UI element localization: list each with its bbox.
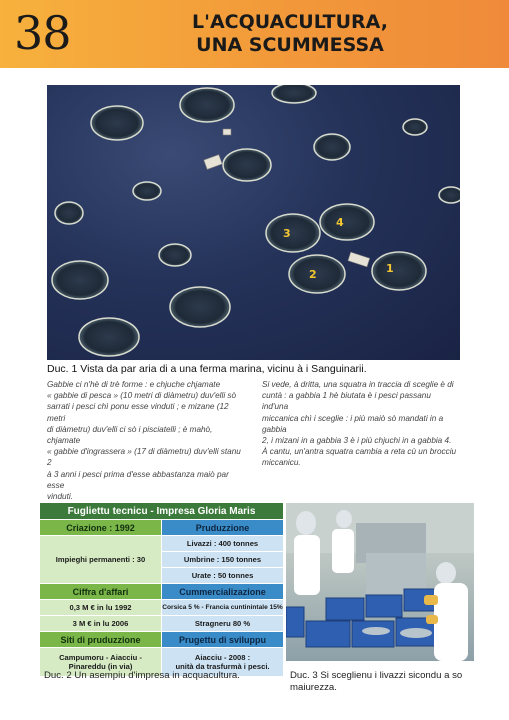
text-line: vinduti. (47, 492, 73, 502)
fish-sorting-photo (286, 503, 474, 661)
text-line: Si vede, à dritta, una squatra in traccia di sceglie è di (262, 380, 454, 389)
project-line: unità da trasfurmà i pesci. (175, 662, 270, 671)
aerial-fish-farm-photo (47, 85, 460, 360)
project-header: Prugettu di sviluppu (162, 632, 284, 648)
cage-label-4: 4 (336, 216, 344, 229)
creation-cell: Criazione : 1992 (40, 520, 162, 536)
doc1-caption: Duc. 1 Vista da par aria di a una ferma marina, vicinu à i Sanguinarii. (47, 363, 367, 375)
turnover-header: Ciffra d'affari (40, 584, 162, 600)
text-line: À cantu, un'antra squatra cambia a reta cù un brocciu (262, 447, 457, 457)
employees-cell: Impieghi permanenti : 30 (40, 536, 162, 584)
text-line: miccanicu. (262, 458, 301, 468)
page-title-line-1: L'ACQUACULTURA, (192, 11, 388, 33)
doc3-caption-line: maiurezza. (290, 682, 337, 693)
text-line: à 3 anni i pesci prima d'esse abbastanza maiò par esse (47, 469, 229, 490)
cage-label-2: 2 (309, 268, 317, 281)
doc1-left-column (47, 379, 244, 502)
text-line: di diàmetru) duv'elli ci sò i pisciatelli ; è mahò, chjamate (47, 424, 213, 446)
production-row: Urate : 50 tonnes (162, 568, 284, 584)
tech-sheet-table (39, 502, 284, 677)
production-row: Umbrine : 150 tonnes (162, 552, 284, 568)
cage-label-3: 3 (283, 227, 291, 240)
text-line: sarrati i pesci chì ponu esse vinduti ; e mizane (12 metri (47, 402, 229, 423)
page-number: 38 (14, 6, 71, 60)
project-line: Aiacciu - 2008 : (194, 653, 251, 662)
text-line: « gabbie di pesca » (10 metri di diàmetru) duv'elli sò (47, 391, 237, 401)
doc3-caption-line: Duc. 3 Si sceglienu i livazzi sicondu a so (290, 670, 463, 681)
tech-sheet-title: Fugliettu tecnicu - Impresa Gloria Maris (40, 503, 284, 520)
sites-line: Pinareddu (in via) (68, 662, 133, 671)
page-title-line-2: UNA SCUMMESSA (196, 34, 384, 56)
doc1-right-column (262, 379, 459, 469)
text-line: « gabbie d'ingrassera » (17 di diàmetru) duv'elli stanu 2 (47, 447, 241, 468)
page-header (0, 0, 509, 68)
doc3-caption (290, 670, 490, 694)
turnover-row: 0,3 M € in lu 1992 (40, 600, 162, 616)
marketing-row: Stragneru 80 % (162, 616, 284, 632)
text-line: 2, i mizani in a gabbia 3 è i più chjuchi in a gabbia 4. (262, 436, 452, 446)
text-line: cuntà : a gabbia 1 hè biutata è i pesci passanu ind'una (262, 391, 431, 412)
marketing-row: Corsica 5 % - Francia cuntinintale 15% (162, 600, 284, 616)
marketing-header: Cummercializazione (162, 584, 284, 600)
text-line: miccanica chì i sceglie : i più maiò sò mandati in a gabbia (262, 413, 444, 434)
cage-label-1: 1 (386, 262, 394, 275)
doc2-caption: Duc. 2 Un asempiu d'impresa in acquacultura. (44, 670, 240, 681)
text-line: Gabbie ci n'hè di trè forme : e chjuche chjamate (47, 380, 221, 389)
production-header: Pruduzzione (162, 520, 284, 536)
production-row: Livazzi : 400 tonnes (162, 536, 284, 552)
turnover-row: 3 M € in lu 2006 (40, 616, 162, 632)
sites-header: Siti di pruduzzione (40, 632, 162, 648)
sites-line: Campumoru - Aiacciu - (59, 653, 142, 662)
